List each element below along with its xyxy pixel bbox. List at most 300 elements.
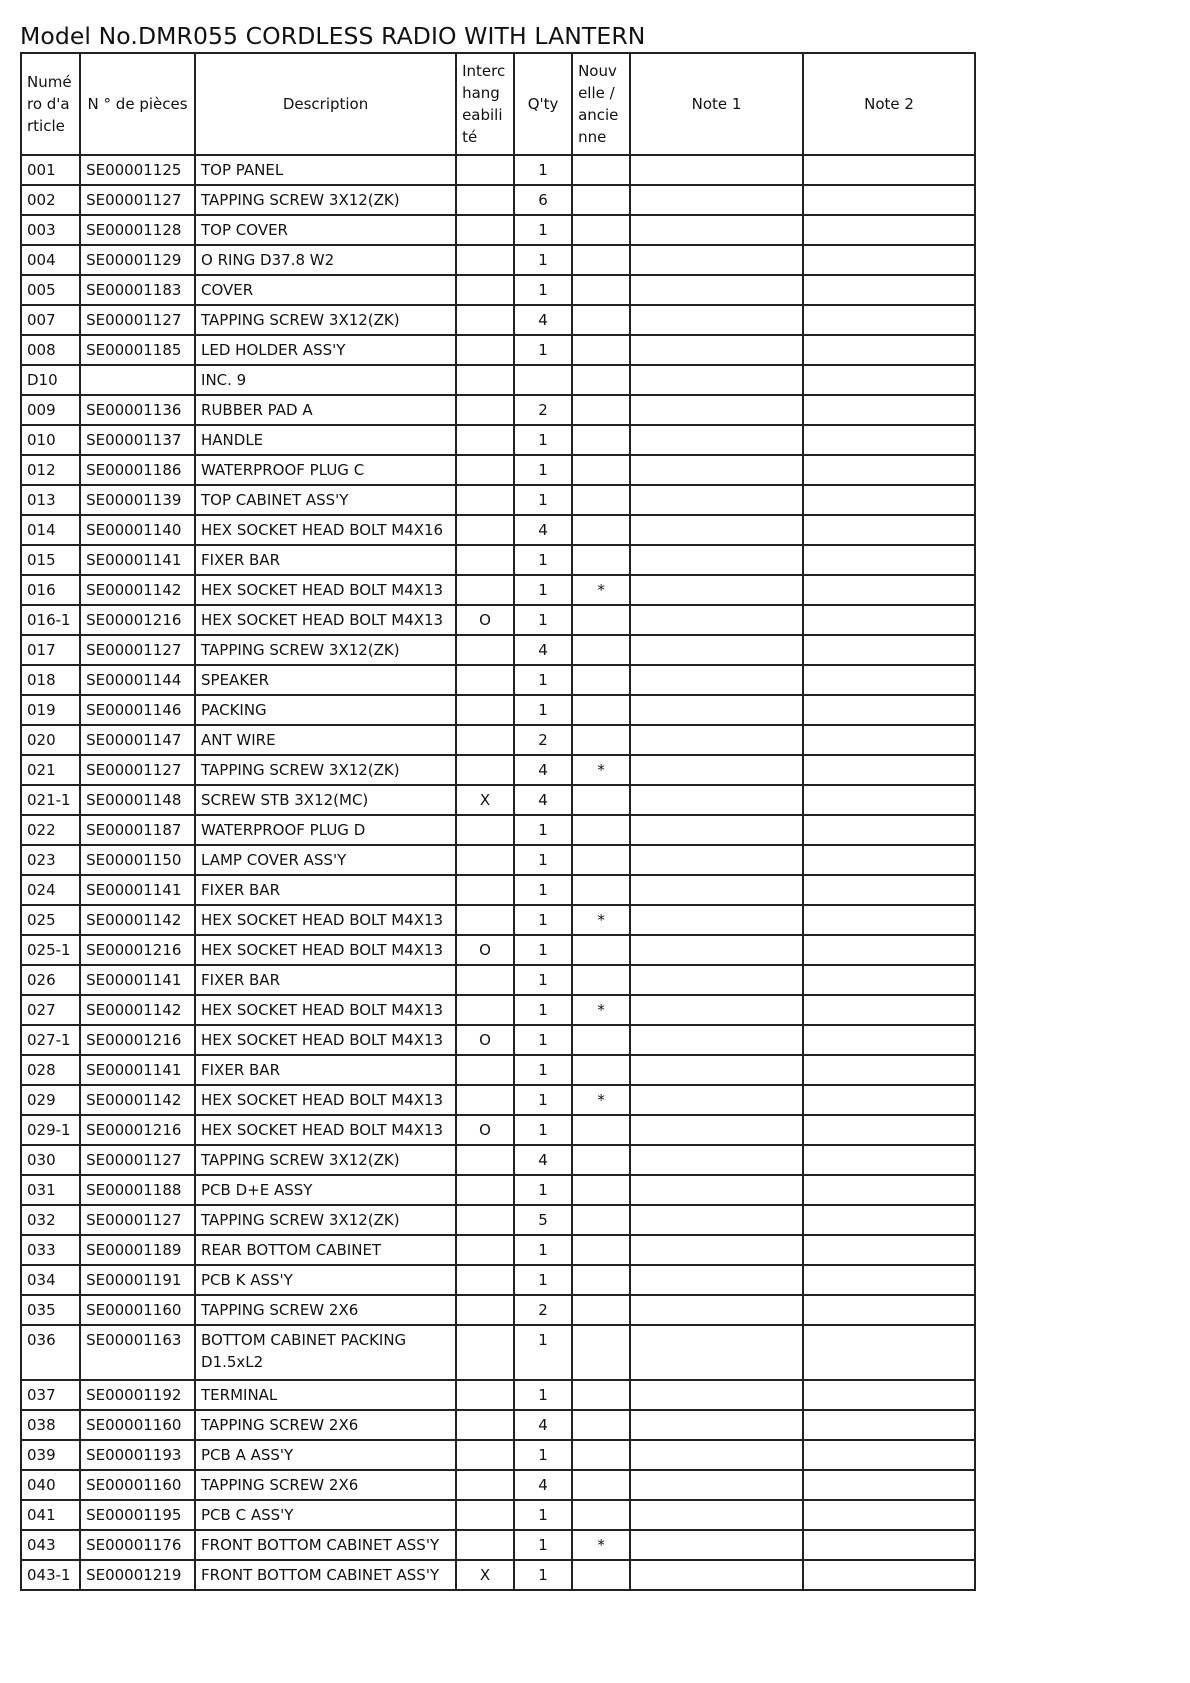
cell-note-2: [803, 1265, 975, 1295]
cell-note-2: [803, 965, 975, 995]
table-row: [21, 305, 975, 335]
cell-note-1: [630, 1380, 803, 1410]
cell-description: INC. 9: [195, 365, 456, 395]
cell-description: FIXER BAR: [195, 875, 456, 905]
table-row: [21, 1115, 975, 1145]
cell-note-1: [630, 1295, 803, 1325]
cell-note-2: [803, 545, 975, 575]
cell-item-number: 040: [21, 1470, 80, 1500]
cell-note-1: [630, 875, 803, 905]
cell-item-number: 020: [21, 725, 80, 755]
cell-quantity: 1: [514, 815, 572, 845]
cell-item-number: 031: [21, 1175, 80, 1205]
cell-note-1: [630, 1055, 803, 1085]
cell-new-old: [572, 815, 630, 845]
cell-interchangeability: [456, 275, 514, 305]
cell-description: TOP CABINET ASS'Y: [195, 485, 456, 515]
cell-item-number: 028: [21, 1055, 80, 1085]
cell-description: TAPPING SCREW 3X12(ZK): [195, 635, 456, 665]
cell-interchangeability: [456, 1325, 514, 1380]
table-row: [21, 1265, 975, 1295]
header-part-number: N ° de pièces: [80, 53, 195, 155]
cell-quantity: 6: [514, 185, 572, 215]
cell-item-number: 019: [21, 695, 80, 725]
cell-description: TAPPING SCREW 3X12(ZK): [195, 305, 456, 335]
cell-description: TAPPING SCREW 2X6: [195, 1295, 456, 1325]
cell-part-number: SE00001146: [80, 695, 195, 725]
cell-interchangeability: [456, 155, 514, 185]
cell-note-1: [630, 1235, 803, 1265]
cell-interchangeability: [456, 1380, 514, 1410]
cell-new-old: [572, 1440, 630, 1470]
cell-part-number: SE00001127: [80, 755, 195, 785]
cell-interchangeability: O: [456, 605, 514, 635]
cell-note-2: [803, 1145, 975, 1175]
cell-note-1: [630, 695, 803, 725]
cell-part-number: SE00001191: [80, 1265, 195, 1295]
cell-note-2: [803, 1025, 975, 1055]
cell-quantity: 1: [514, 1530, 572, 1560]
cell-description: LED HOLDER ASS'Y: [195, 335, 456, 365]
cell-new-old: [572, 155, 630, 185]
cell-part-number: SE00001127: [80, 635, 195, 665]
cell-interchangeability: [456, 695, 514, 725]
cell-note-2: [803, 995, 975, 1025]
cell-interchangeability: [456, 1145, 514, 1175]
table-row: [21, 785, 975, 815]
table-row: [21, 845, 975, 875]
cell-note-1: [630, 905, 803, 935]
cell-item-number: 036: [21, 1325, 80, 1380]
table-row: [21, 725, 975, 755]
header-quantity: Q'ty: [514, 53, 572, 155]
cell-note-1: [630, 155, 803, 185]
cell-new-old: [572, 545, 630, 575]
cell-description: FIXER BAR: [195, 545, 456, 575]
cell-note-1: [630, 185, 803, 215]
cell-part-number: SE00001140: [80, 515, 195, 545]
cell-quantity: 1: [514, 215, 572, 245]
cell-part-number: SE00001160: [80, 1410, 195, 1440]
cell-note-2: [803, 245, 975, 275]
cell-quantity: 1: [514, 155, 572, 185]
cell-part-number: SE00001127: [80, 1205, 195, 1235]
cell-quantity: 4: [514, 305, 572, 335]
cell-new-old: [572, 875, 630, 905]
cell-note-2: [803, 1560, 975, 1590]
cell-description: O RING D37.8 W2: [195, 245, 456, 275]
cell-item-number: 035: [21, 1295, 80, 1325]
cell-note-1: [630, 605, 803, 635]
table-row: [21, 1380, 975, 1410]
cell-part-number: SE00001125: [80, 155, 195, 185]
cell-quantity: 1: [514, 1325, 572, 1380]
cell-note-2: [803, 365, 975, 395]
table-row: [21, 1235, 975, 1265]
cell-quantity: 4: [514, 1410, 572, 1440]
cell-item-number: 003: [21, 215, 80, 245]
cell-part-number: SE00001160: [80, 1295, 195, 1325]
cell-quantity: 1: [514, 1025, 572, 1055]
cell-new-old: [572, 1175, 630, 1205]
cell-item-number: 005: [21, 275, 80, 305]
cell-new-old: [572, 1500, 630, 1530]
cell-interchangeability: O: [456, 935, 514, 965]
cell-interchangeability: [456, 815, 514, 845]
cell-part-number: SE00001188: [80, 1175, 195, 1205]
cell-interchangeability: [456, 1530, 514, 1560]
table-row: [21, 605, 975, 635]
cell-item-number: 027-1: [21, 1025, 80, 1055]
cell-interchangeability: [456, 1295, 514, 1325]
cell-description: TAPPING SCREW 3X12(ZK): [195, 755, 456, 785]
cell-new-old: [572, 1055, 630, 1085]
cell-item-number: 002: [21, 185, 80, 215]
cell-part-number: SE00001195: [80, 1500, 195, 1530]
cell-interchangeability: [456, 905, 514, 935]
cell-item-number: 034: [21, 1265, 80, 1295]
cell-interchangeability: [456, 335, 514, 365]
cell-interchangeability: [456, 665, 514, 695]
cell-description: PACKING: [195, 695, 456, 725]
cell-part-number: SE00001216: [80, 1115, 195, 1145]
table-row: [21, 905, 975, 935]
cell-item-number: 025-1: [21, 935, 80, 965]
cell-new-old: *: [572, 995, 630, 1025]
cell-part-number: SE00001141: [80, 545, 195, 575]
cell-quantity: 4: [514, 785, 572, 815]
cell-interchangeability: X: [456, 785, 514, 815]
cell-quantity: [514, 365, 572, 395]
cell-item-number: 009: [21, 395, 80, 425]
cell-item-number: 016: [21, 575, 80, 605]
cell-quantity: 4: [514, 515, 572, 545]
header-new-old: Nouvelle / ancienne: [572, 53, 630, 155]
cell-new-old: [572, 1410, 630, 1440]
cell-note-2: [803, 425, 975, 455]
cell-description: FIXER BAR: [195, 965, 456, 995]
cell-part-number: SE00001185: [80, 335, 195, 365]
cell-interchangeability: [456, 965, 514, 995]
table-row: [21, 1530, 975, 1560]
cell-description: PCB D+E ASSY: [195, 1175, 456, 1205]
cell-quantity: 1: [514, 1380, 572, 1410]
cell-part-number: SE00001142: [80, 995, 195, 1025]
cell-item-number: 001: [21, 155, 80, 185]
cell-interchangeability: [456, 185, 514, 215]
cell-part-number: SE00001186: [80, 455, 195, 485]
header-interchangeability: Interchangeabilité: [456, 53, 514, 155]
cell-interchangeability: [456, 1265, 514, 1295]
cell-part-number: SE00001216: [80, 935, 195, 965]
cell-description: PCB A ASS'Y: [195, 1440, 456, 1470]
cell-note-1: [630, 935, 803, 965]
parts-table: [20, 52, 976, 1591]
cell-part-number: SE00001189: [80, 1235, 195, 1265]
cell-note-2: [803, 1325, 975, 1380]
cell-quantity: 1: [514, 1115, 572, 1145]
cell-interchangeability: [456, 215, 514, 245]
cell-interchangeability: [456, 995, 514, 1025]
cell-description: TAPPING SCREW 3X12(ZK): [195, 185, 456, 215]
cell-quantity: 2: [514, 725, 572, 755]
cell-note-2: [803, 725, 975, 755]
cell-note-2: [803, 1055, 975, 1085]
cell-description: HEX SOCKET HEAD BOLT M4X13: [195, 905, 456, 935]
cell-quantity: 1: [514, 935, 572, 965]
cell-new-old: [572, 425, 630, 455]
cell-description: LAMP COVER ASS'Y: [195, 845, 456, 875]
cell-new-old: *: [572, 1085, 630, 1115]
cell-description: TOP PANEL: [195, 155, 456, 185]
cell-note-1: [630, 395, 803, 425]
cell-quantity: 4: [514, 1145, 572, 1175]
cell-part-number: SE00001128: [80, 215, 195, 245]
table-row: [21, 1145, 975, 1175]
cell-new-old: [572, 1295, 630, 1325]
cell-note-1: [630, 1470, 803, 1500]
cell-note-1: [630, 725, 803, 755]
cell-item-number: 012: [21, 455, 80, 485]
cell-item-number: 004: [21, 245, 80, 275]
table-row: [21, 1500, 975, 1530]
cell-note-2: [803, 905, 975, 935]
cell-item-number: 032: [21, 1205, 80, 1235]
cell-interchangeability: [456, 425, 514, 455]
cell-part-number: SE00001141: [80, 1055, 195, 1085]
table-row: [21, 815, 975, 845]
table-row: [21, 1325, 975, 1380]
cell-quantity: 1: [514, 455, 572, 485]
cell-new-old: [572, 455, 630, 485]
cell-description: FRONT BOTTOM CABINET ASS'Y: [195, 1530, 456, 1560]
cell-part-number: SE00001216: [80, 605, 195, 635]
cell-item-number: 021: [21, 755, 80, 785]
cell-quantity: 1: [514, 1265, 572, 1295]
cell-new-old: [572, 935, 630, 965]
cell-item-number: 041: [21, 1500, 80, 1530]
cell-new-old: [572, 1025, 630, 1055]
cell-new-old: *: [572, 905, 630, 935]
cell-note-2: [803, 155, 975, 185]
cell-note-2: [803, 755, 975, 785]
cell-quantity: 1: [514, 1560, 572, 1590]
cell-note-1: [630, 1440, 803, 1470]
cell-description: TERMINAL: [195, 1380, 456, 1410]
cell-quantity: 1: [514, 965, 572, 995]
cell-part-number: SE00001176: [80, 1530, 195, 1560]
cell-note-2: [803, 605, 975, 635]
cell-quantity: 4: [514, 755, 572, 785]
cell-part-number: SE00001150: [80, 845, 195, 875]
table-row: [21, 1055, 975, 1085]
table-row: [21, 575, 975, 605]
cell-note-1: [630, 665, 803, 695]
cell-note-1: [630, 1530, 803, 1560]
cell-part-number: SE00001144: [80, 665, 195, 695]
cell-new-old: [572, 695, 630, 725]
cell-quantity: 1: [514, 995, 572, 1025]
cell-new-old: [572, 1380, 630, 1410]
cell-note-2: [803, 1500, 975, 1530]
cell-interchangeability: [456, 305, 514, 335]
cell-interchangeability: [456, 1235, 514, 1265]
cell-note-1: [630, 1410, 803, 1440]
cell-note-1: [630, 365, 803, 395]
cell-quantity: 1: [514, 485, 572, 515]
cell-description: HEX SOCKET HEAD BOLT M4X13: [195, 605, 456, 635]
cell-note-2: [803, 1530, 975, 1560]
cell-note-2: [803, 215, 975, 245]
cell-quantity: 2: [514, 1295, 572, 1325]
cell-description: WATERPROOF PLUG D: [195, 815, 456, 845]
cell-interchangeability: O: [456, 1025, 514, 1055]
cell-note-2: [803, 935, 975, 965]
table-row: [21, 395, 975, 425]
cell-note-1: [630, 1115, 803, 1145]
table-row: [21, 1560, 975, 1590]
table-row: [21, 875, 975, 905]
cell-description: ANT WIRE: [195, 725, 456, 755]
cell-quantity: 1: [514, 605, 572, 635]
cell-item-number: 025: [21, 905, 80, 935]
cell-description: TAPPING SCREW 2X6: [195, 1410, 456, 1440]
cell-item-number: 016-1: [21, 605, 80, 635]
cell-description: SCREW STB 3X12(MC): [195, 785, 456, 815]
table-row: [21, 185, 975, 215]
cell-new-old: [572, 1265, 630, 1295]
cell-item-number: 023: [21, 845, 80, 875]
cell-new-old: [572, 335, 630, 365]
cell-description: HEX SOCKET HEAD BOLT M4X13: [195, 1025, 456, 1055]
cell-description: REAR BOTTOM CABINET: [195, 1235, 456, 1265]
cell-note-2: [803, 575, 975, 605]
cell-item-number: 043-1: [21, 1560, 80, 1590]
cell-new-old: [572, 185, 630, 215]
cell-quantity: 1: [514, 845, 572, 875]
cell-part-number: [80, 365, 195, 395]
cell-note-1: [630, 425, 803, 455]
cell-note-1: [630, 455, 803, 485]
cell-note-1: [630, 755, 803, 785]
cell-interchangeability: [456, 1055, 514, 1085]
cell-note-2: [803, 1380, 975, 1410]
cell-quantity: 1: [514, 335, 572, 365]
table-row: [21, 215, 975, 245]
cell-part-number: SE00001160: [80, 1470, 195, 1500]
table-row: [21, 635, 975, 665]
cell-new-old: [572, 635, 630, 665]
cell-item-number: 022: [21, 815, 80, 845]
cell-note-2: [803, 1175, 975, 1205]
cell-new-old: *: [572, 755, 630, 785]
cell-note-2: [803, 1440, 975, 1470]
cell-description: BOTTOM CABINET PACKING D1.5xL2: [195, 1325, 456, 1380]
cell-description: TAPPING SCREW 3X12(ZK): [195, 1145, 456, 1175]
cell-quantity: 1: [514, 1175, 572, 1205]
cell-interchangeability: [456, 755, 514, 785]
cell-description: HEX SOCKET HEAD BOLT M4X13: [195, 1085, 456, 1115]
table-row: [21, 515, 975, 545]
cell-description: HEX SOCKET HEAD BOLT M4X16: [195, 515, 456, 545]
cell-item-number: 038: [21, 1410, 80, 1440]
cell-note-2: [803, 1235, 975, 1265]
cell-item-number: 033: [21, 1235, 80, 1265]
table-row: [21, 485, 975, 515]
cell-interchangeability: [456, 845, 514, 875]
cell-interchangeability: [456, 455, 514, 485]
cell-item-number: 030: [21, 1145, 80, 1175]
cell-new-old: [572, 1205, 630, 1235]
cell-note-1: [630, 1205, 803, 1235]
cell-description: FIXER BAR: [195, 1055, 456, 1085]
cell-quantity: 1: [514, 1440, 572, 1470]
cell-quantity: 1: [514, 425, 572, 455]
table-row: [21, 1085, 975, 1115]
cell-new-old: [572, 515, 630, 545]
cell-note-2: [803, 515, 975, 545]
cell-quantity: 1: [514, 1055, 572, 1085]
cell-note-1: [630, 545, 803, 575]
cell-part-number: SE00001187: [80, 815, 195, 845]
cell-description: RUBBER PAD A: [195, 395, 456, 425]
cell-description: HANDLE: [195, 425, 456, 455]
cell-quantity: 5: [514, 1205, 572, 1235]
cell-part-number: SE00001192: [80, 1380, 195, 1410]
cell-interchangeability: [456, 1470, 514, 1500]
cell-quantity: 1: [514, 575, 572, 605]
table-row: [21, 425, 975, 455]
cell-item-number: 015: [21, 545, 80, 575]
cell-note-2: [803, 485, 975, 515]
cell-note-1: [630, 215, 803, 245]
cell-note-1: [630, 845, 803, 875]
cell-part-number: SE00001193: [80, 1440, 195, 1470]
cell-part-number: SE00001183: [80, 275, 195, 305]
cell-part-number: SE00001219: [80, 1560, 195, 1590]
table-header-row: [21, 53, 975, 155]
cell-item-number: D10: [21, 365, 80, 395]
cell-interchangeability: [456, 485, 514, 515]
cell-new-old: [572, 1115, 630, 1145]
header-note-2: Note 2: [803, 53, 975, 155]
cell-part-number: SE00001136: [80, 395, 195, 425]
cell-quantity: 1: [514, 905, 572, 935]
cell-note-1: [630, 815, 803, 845]
cell-new-old: [572, 1325, 630, 1380]
cell-new-old: [572, 785, 630, 815]
cell-new-old: [572, 1235, 630, 1265]
cell-quantity: 1: [514, 545, 572, 575]
cell-interchangeability: [456, 575, 514, 605]
cell-note-2: [803, 815, 975, 845]
cell-part-number: SE00001127: [80, 1145, 195, 1175]
cell-note-1: [630, 305, 803, 335]
parts-table-body: [21, 155, 975, 1590]
table-row: [21, 1295, 975, 1325]
cell-interchangeability: [456, 545, 514, 575]
header-description: Description: [195, 53, 456, 155]
cell-new-old: [572, 365, 630, 395]
cell-interchangeability: O: [456, 1115, 514, 1145]
cell-note-2: [803, 635, 975, 665]
cell-note-2: [803, 785, 975, 815]
cell-interchangeability: [456, 1175, 514, 1205]
table-row: [21, 755, 975, 785]
cell-item-number: 027: [21, 995, 80, 1025]
cell-item-number: 008: [21, 335, 80, 365]
cell-note-2: [803, 695, 975, 725]
